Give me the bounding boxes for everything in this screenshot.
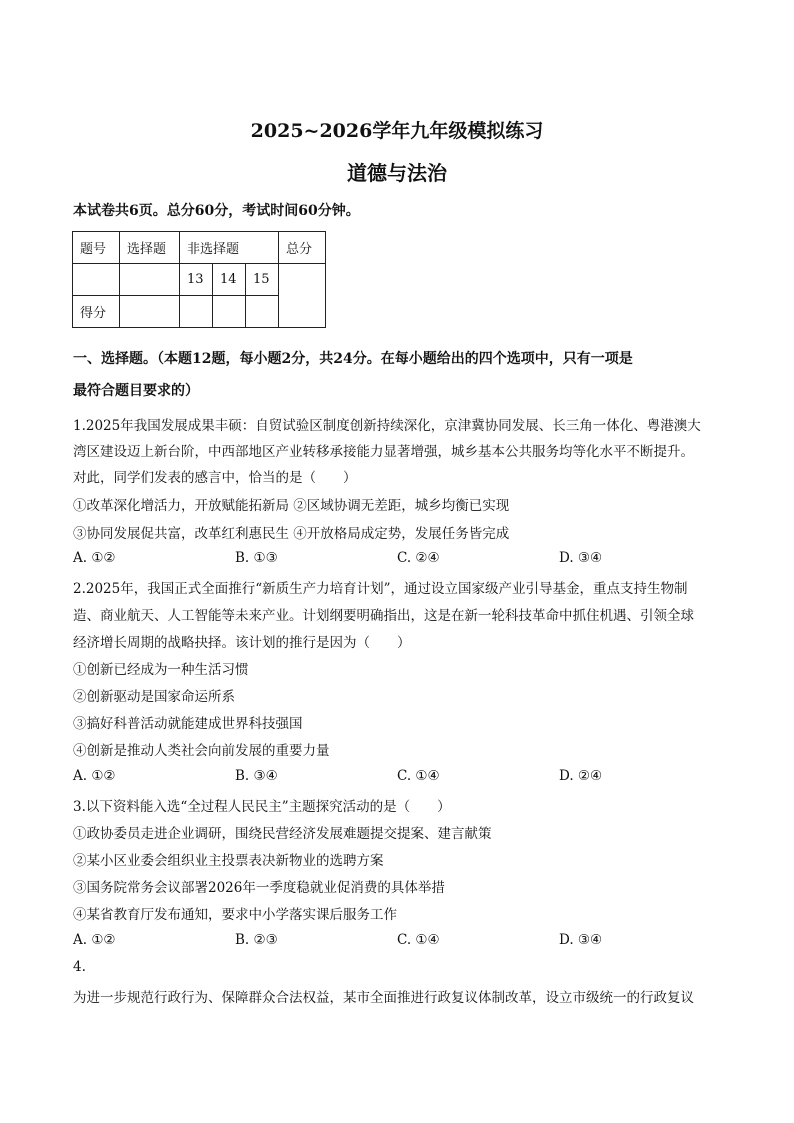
table-cell-empty <box>120 296 180 328</box>
q2-line: 造、商业航天、人工智能等未来产业。计划纲要明确指出，这是在新一轮科技革命中抓住机遇、引领全球 <box>73 608 694 624</box>
table-header-nonchoice: 非选择题 <box>180 232 279 264</box>
table-header-choice: 选择题 <box>120 232 180 264</box>
subject-title: 道德与法治 <box>347 161 447 185</box>
q1-statement: ③协同发展促共富，改革红利惠民生 ④开放格局成定势，发展任务皆完成 <box>73 526 510 542</box>
table-cell-q13: 13 <box>180 264 213 296</box>
section-heading-cont: 最符合题目要求的） <box>73 383 199 399</box>
exam-title: 2025~2026学年九年级模拟练习 <box>250 120 544 142</box>
q3-option-d: D. ③④ <box>559 932 603 948</box>
q4-number: 4. <box>73 959 86 975</box>
table-cell-q15: 15 <box>246 264 279 296</box>
table-cell-empty <box>180 296 213 328</box>
q3-statement: ③国务院常务会议部署2026年一季度稳就业促消费的具体举措 <box>73 880 445 896</box>
table-cell-empty <box>73 264 120 296</box>
q1-line: 1.2025年我国发展成果丰硕：自贸试验区制度创新持续深化，京津冀协同发展、长三角一体化、粤港澳大 <box>73 418 701 434</box>
table-header-total: 总分 <box>279 232 326 264</box>
q2-statement: ④创新是推动人类社会向前发展的重要力量 <box>73 743 330 759</box>
q2-statement: ①创新已经成为一种生活习惯 <box>73 662 249 678</box>
q3-line: 3.以下资料能入选“全过程人民民主”主题探究活动的是（ ） <box>73 799 451 815</box>
q1-statement: ①改革深化增活力，开放赋能拓新局 ②区域协调无差距，城乡均衡已实现 <box>73 498 510 514</box>
q3-statement: ②某小区业委会组织业主投票表决新物业的选聘方案 <box>73 853 384 869</box>
q3-statement: ①政协委员走进企业调研，围绕民营经济发展难题提交提案、建言献策 <box>73 826 492 842</box>
q3-option-a: A. ①② <box>73 932 116 948</box>
q1-line: 对此，同学们发表的感言中，恰当的是（ ） <box>73 470 357 486</box>
section-heading: 一、选择题。（本题12题，每小题2分，共24分。在每小题给出的四个选项中，只有一项是 <box>73 351 633 367</box>
table-row-score-label: 得分 <box>73 296 120 328</box>
score-table <box>72 231 326 328</box>
q3-option-c: C. ①④ <box>397 932 440 948</box>
q2-option-d: D. ②④ <box>559 768 603 784</box>
table-cell-empty <box>213 296 246 328</box>
q4-line: 为进一步规范行政行为、保障群众合法权益，某市全面推进行政复议体制改革，设立市级统一的行政复议 <box>73 990 694 1006</box>
q2-option-c: C. ①④ <box>397 768 440 784</box>
table-cell-empty <box>120 264 180 296</box>
q2-line: 经济增长周期的战略抉择。该计划的推行是因为（ ） <box>73 635 411 651</box>
q3-statement: ④某省教育厅发布通知，要求中小学落实课后服务工作 <box>73 907 397 923</box>
table-header-number: 题号 <box>73 232 120 264</box>
q1-option-b: B. ①③ <box>235 550 278 566</box>
q3-option-b: B. ②③ <box>235 932 278 948</box>
table-cell-total-score <box>279 264 326 328</box>
q2-option-a: A. ①② <box>73 768 116 784</box>
q1-line: 湾区建设迈上新台阶，中西部地区产业转移承接能力显著增强，城乡基本公共服务均等化水平不断提升。 <box>73 444 694 460</box>
table-cell-q14: 14 <box>213 264 246 296</box>
q1-option-c: C. ②④ <box>397 550 440 566</box>
q2-statement: ③搞好科普活动就能建成世界科技强国 <box>73 716 303 732</box>
q1-option-a: A. ①② <box>73 550 116 566</box>
exam-info: 本试卷共6页。总分60分，考试时间60分钟。 <box>73 203 360 219</box>
table-cell-empty <box>246 296 279 328</box>
q2-option-b: B. ③④ <box>235 768 278 784</box>
q2-statement: ②创新驱动是国家命运所系 <box>73 689 235 705</box>
q1-option-d: D. ③④ <box>559 550 603 566</box>
q2-line: 2.2025年，我国正式全面推行“新质生产力培育计划”，通过设立国家级产业引导基金，重点支持生物制 <box>73 581 688 597</box>
